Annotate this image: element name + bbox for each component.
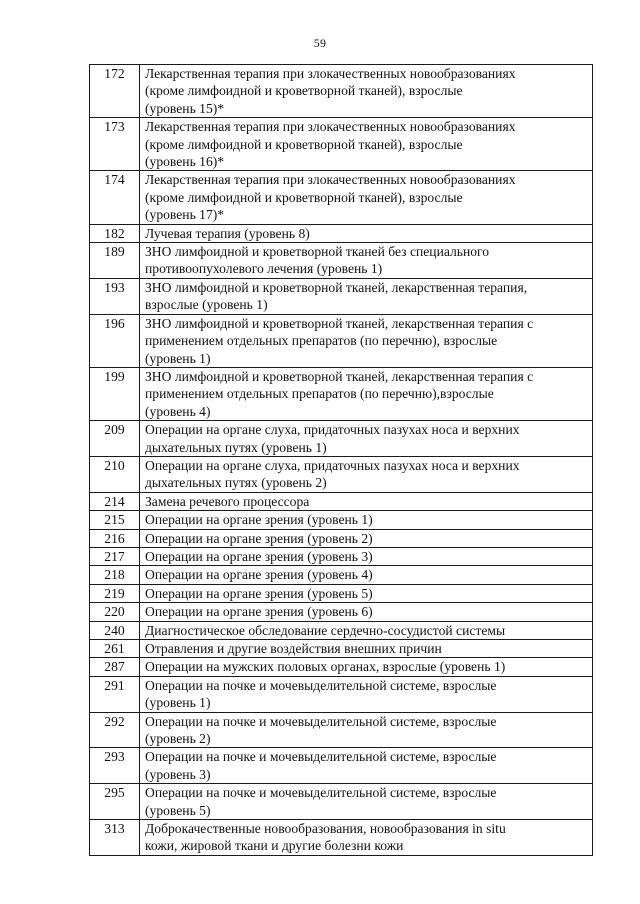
- row-code: 189: [90, 243, 140, 279]
- description-line: применением отдельных препаратов (по перечню), взрослые: [145, 333, 498, 349]
- table-row: [90, 511, 593, 529]
- row-code: 216: [90, 529, 140, 547]
- row-description: [140, 367, 593, 420]
- row-description: [140, 784, 593, 820]
- description-line: Операции на органе слуха, придаточных пазухах носа и верхних: [145, 422, 520, 438]
- table-row: [90, 171, 593, 224]
- table-row: [90, 748, 593, 784]
- page-number: 59: [313, 36, 327, 50]
- row-code: 220: [90, 603, 140, 621]
- description-line: Отравления и другие воздействия внешних причин: [145, 641, 442, 656]
- description-line: (уровень 15)*: [145, 100, 225, 116]
- description-line: Операции на мужских половых органах, взрослые (уровень 1): [145, 659, 506, 675]
- description-line: применением отдельных препаратов (по перечню),взрослые: [145, 386, 494, 402]
- table-row: [90, 367, 593, 420]
- description-line: (кроме лимфоидной и кроветворной тканей), взрослые: [145, 136, 463, 152]
- table-row: [90, 784, 593, 820]
- description-line: (уровень 2): [145, 731, 211, 747]
- row-code: 291: [90, 676, 140, 712]
- description-line: Лекарственная терапия при злокачественных новообразованиях: [145, 119, 516, 135]
- table-row: [90, 547, 593, 565]
- row-description: [140, 456, 593, 492]
- description-line: Операции на органе зрения (уровень 5): [145, 585, 373, 601]
- row-code: 199: [90, 367, 140, 420]
- description-line: Диагностическое обследование сердечно-сосудистой системы: [145, 622, 506, 638]
- row-description: [140, 712, 593, 748]
- row-description: [140, 118, 593, 171]
- table-row: [90, 118, 593, 171]
- table-body: [90, 65, 593, 856]
- table-row: [90, 65, 593, 118]
- row-code: 313: [90, 820, 140, 856]
- row-description: [140, 566, 593, 584]
- description-line: ЗНО лимфоидной и кроветворной тканей, лекарственная терапия с: [145, 368, 534, 384]
- row-description: [140, 224, 593, 242]
- table-row: [90, 492, 593, 510]
- row-description: [140, 314, 593, 367]
- row-description: [140, 621, 593, 639]
- row-code: 218: [90, 566, 140, 584]
- description-line: противоопухолевого лечения (уровень 1): [145, 261, 383, 277]
- row-description: [140, 640, 593, 658]
- description-line: дыхательных путях (уровень 2): [145, 475, 327, 491]
- description-line: (уровень 1): [145, 350, 211, 366]
- description-line: Лучевая терапия (уровень 8): [145, 225, 310, 241]
- description-line: Лекарственная терапия при злокачественных новообразованиях: [145, 172, 516, 188]
- row-description: [140, 171, 593, 224]
- row-code: 193: [90, 278, 140, 314]
- row-code: 287: [90, 658, 140, 676]
- table-row: [90, 603, 593, 621]
- description-line: (уровень 17)*: [145, 207, 225, 223]
- row-code: 217: [90, 547, 140, 565]
- description-line: дыхательных путях (уровень 1): [145, 439, 327, 455]
- row-code: 215: [90, 511, 140, 529]
- description-line: кожи, жировой ткани и другие болезни кожи: [145, 838, 404, 854]
- row-code: 295: [90, 784, 140, 820]
- row-description: [140, 584, 593, 602]
- description-line: (уровень 3): [145, 766, 211, 782]
- table-row: [90, 712, 593, 748]
- row-code: 261: [90, 640, 140, 658]
- description-line: Операции на почке и мочевыделительной системе, взрослые: [145, 677, 497, 693]
- table-row: [90, 243, 593, 279]
- description-line: Операции на почке и мочевыделительной системе, взрослые: [145, 749, 497, 765]
- row-description: [140, 748, 593, 784]
- description-line: Доброкачественные новообразования, новообразования in situ: [145, 821, 506, 837]
- row-description: [140, 658, 593, 676]
- description-line: (кроме лимфоидной и кроветворной тканей), взрослые: [145, 189, 463, 205]
- description-line: Операции на органе зрения (уровень 4): [145, 567, 373, 583]
- description-line: Операции на органе зрения (уровень 6): [145, 604, 373, 620]
- description-line: (уровень 5): [145, 802, 211, 818]
- row-code: 293: [90, 748, 140, 784]
- row-code: 214: [90, 492, 140, 510]
- row-description: [140, 511, 593, 529]
- row-description: [140, 820, 593, 856]
- description-line: (уровень 16)*: [145, 154, 225, 170]
- row-code: 182: [90, 224, 140, 242]
- table-row: [90, 421, 593, 457]
- description-line: Операции на органе зрения (уровень 3): [145, 548, 373, 564]
- row-description: [140, 278, 593, 314]
- description-line: ЗНО лимфоидной и кроветворной тканей, лекарственная терапия с: [145, 315, 534, 331]
- row-code: 174: [90, 171, 140, 224]
- table-row: [90, 658, 593, 676]
- row-code: 196: [90, 314, 140, 367]
- row-description: [140, 676, 593, 712]
- table-row: [90, 529, 593, 547]
- row-description: [140, 529, 593, 547]
- description-line: взрослые (уровень 1): [145, 297, 268, 313]
- row-code: 172: [90, 65, 140, 118]
- table-row: [90, 584, 593, 602]
- table-row: [90, 456, 593, 492]
- row-code: 240: [90, 621, 140, 639]
- table-row: [90, 676, 593, 712]
- row-description: [140, 421, 593, 457]
- description-line: ЗНО лимфоидной и кроветворной тканей, лекарственная терапия,: [145, 279, 528, 295]
- row-description: [140, 243, 593, 279]
- row-code: 219: [90, 584, 140, 602]
- description-line: Операции на органе зрения (уровень 2): [145, 530, 373, 546]
- row-code: 210: [90, 456, 140, 492]
- table-row: [90, 314, 593, 367]
- table-row: [90, 566, 593, 584]
- description-line: (уровень 4): [145, 403, 211, 419]
- code-table: [89, 64, 593, 856]
- row-code: 173: [90, 118, 140, 171]
- description-line: (уровень 1): [145, 695, 211, 711]
- table-row: [90, 224, 593, 242]
- table-row: [90, 820, 593, 856]
- description-line: Операции на почке и мочевыделительной системе, взрослые: [145, 713, 497, 729]
- description-line: Операции на почке и мочевыделительной системе, взрослые: [145, 785, 497, 801]
- description-line: ЗНО лимфоидной и кроветворной тканей без специального: [145, 244, 490, 260]
- row-description: [140, 492, 593, 510]
- table-row: [90, 278, 593, 314]
- table-row: [90, 640, 593, 658]
- row-code: 209: [90, 421, 140, 457]
- description-line: (кроме лимфоидной и кроветворной тканей), взрослые: [145, 83, 463, 99]
- row-description: [140, 603, 593, 621]
- row-code: 292: [90, 712, 140, 748]
- description-line: Операции на органе слуха, придаточных пазухах носа и верхних: [145, 457, 520, 473]
- table-row: [90, 621, 593, 639]
- row-description: [140, 65, 593, 118]
- row-description: [140, 547, 593, 565]
- description-line: Замена речевого процессора: [145, 493, 310, 509]
- description-line: Лекарственная терапия при злокачественных новообразованиях: [145, 66, 516, 81]
- description-line: Операции на органе зрения (уровень 1): [145, 512, 373, 528]
